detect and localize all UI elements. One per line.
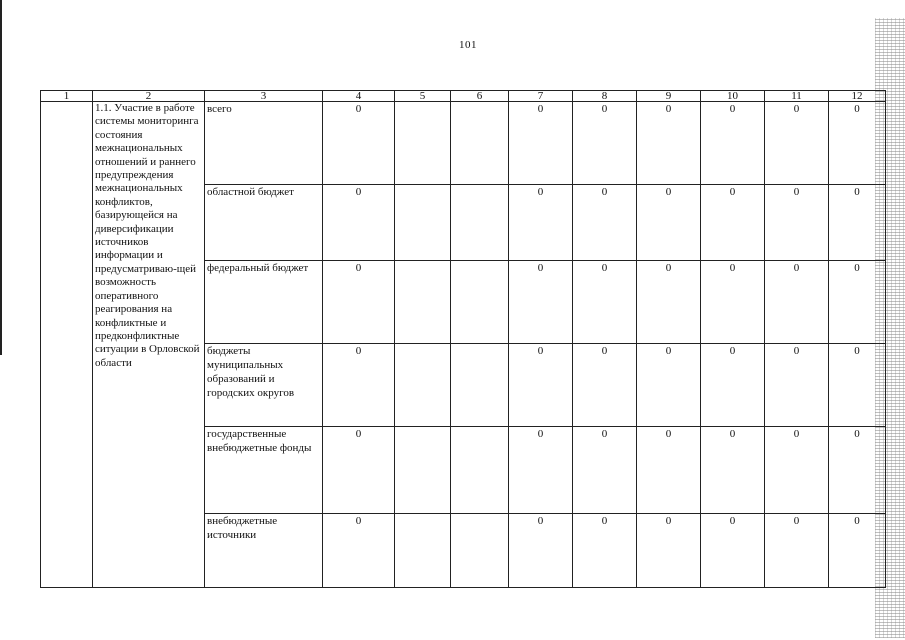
value-cell: 0 (509, 185, 573, 261)
value-cell: 0 (829, 344, 886, 427)
value-cell: 0 (637, 185, 701, 261)
col-header-4: 4 (323, 91, 395, 102)
col-header-3: 3 (205, 91, 323, 102)
funding-source: государственные внебюджетные фонды (205, 427, 323, 514)
col-header-9: 9 (637, 91, 701, 102)
funding-source: внебюджетные источники (205, 514, 323, 588)
value-cell: 0 (637, 427, 701, 514)
col-header-2: 2 (93, 91, 205, 102)
value-cell: 0 (829, 261, 886, 344)
value-cell: 0 (509, 102, 573, 185)
value-cell (395, 344, 451, 427)
value-cell (395, 261, 451, 344)
value-cell: 0 (637, 344, 701, 427)
value-cell (395, 514, 451, 588)
value-cell: 0 (829, 102, 886, 185)
page-number: 101 (459, 39, 477, 51)
value-cell: 0 (765, 514, 829, 588)
value-cell: 0 (323, 344, 395, 427)
value-cell: 0 (637, 102, 701, 185)
value-cell: 0 (701, 102, 765, 185)
budget-table (40, 90, 886, 588)
value-cell: 0 (573, 514, 637, 588)
value-cell: 0 (701, 514, 765, 588)
value-cell: 0 (323, 514, 395, 588)
value-cell: 0 (765, 261, 829, 344)
value-cell: 0 (765, 102, 829, 185)
value-cell (395, 427, 451, 514)
measure-description: 1.1. Участие в работе системы мониторинга состояния межнациональных отношений и раннего предупреждения межнациональных конфликтов, базирующейся на диверсификации источников информации и предусматриваю-щей возможность оперативного реагирования на конфликтные и предконфликтные ситуации в Орловской области (93, 102, 205, 588)
col-header-1: 1 (41, 91, 93, 102)
value-cell: 0 (573, 261, 637, 344)
funding-source: бюджеты муниципальных образований и городских округов (205, 344, 323, 427)
col-header-6: 6 (451, 91, 509, 102)
value-cell: 0 (637, 261, 701, 344)
value-cell (395, 102, 451, 185)
value-cell: 0 (765, 185, 829, 261)
value-cell: 0 (829, 427, 886, 514)
value-cell (395, 185, 451, 261)
value-cell: 0 (573, 427, 637, 514)
value-cell (451, 514, 509, 588)
value-cell: 0 (323, 102, 395, 185)
value-cell: 0 (637, 514, 701, 588)
value-cell: 0 (701, 261, 765, 344)
value-cell (451, 185, 509, 261)
col-header-7: 7 (509, 91, 573, 102)
funding-source: всего (205, 102, 323, 185)
col-header-10: 10 (701, 91, 765, 102)
value-cell: 0 (509, 427, 573, 514)
value-cell (451, 427, 509, 514)
value-cell: 0 (509, 514, 573, 588)
table-row (41, 102, 886, 185)
col-header-5: 5 (395, 91, 451, 102)
value-cell: 0 (829, 514, 886, 588)
value-cell: 0 (701, 185, 765, 261)
value-cell (451, 102, 509, 185)
value-cell: 0 (829, 185, 886, 261)
col-header-11: 11 (765, 91, 829, 102)
measure-number-cell (41, 102, 93, 588)
value-cell: 0 (323, 185, 395, 261)
value-cell: 0 (573, 102, 637, 185)
value-cell: 0 (701, 344, 765, 427)
scan-left-margin-line (0, 0, 2, 355)
value-cell: 0 (509, 261, 573, 344)
value-cell: 0 (323, 427, 395, 514)
funding-source: федеральный бюджет (205, 261, 323, 344)
value-cell: 0 (323, 261, 395, 344)
value-cell: 0 (573, 344, 637, 427)
value-cell: 0 (701, 427, 765, 514)
col-header-8: 8 (573, 91, 637, 102)
value-cell: 0 (765, 427, 829, 514)
value-cell (451, 344, 509, 427)
value-cell: 0 (509, 344, 573, 427)
value-cell: 0 (765, 344, 829, 427)
value-cell: 0 (573, 185, 637, 261)
value-cell (451, 261, 509, 344)
col-header-12: 12 (829, 91, 886, 102)
column-number-row (41, 91, 886, 102)
funding-source: областной бюджет (205, 185, 323, 261)
